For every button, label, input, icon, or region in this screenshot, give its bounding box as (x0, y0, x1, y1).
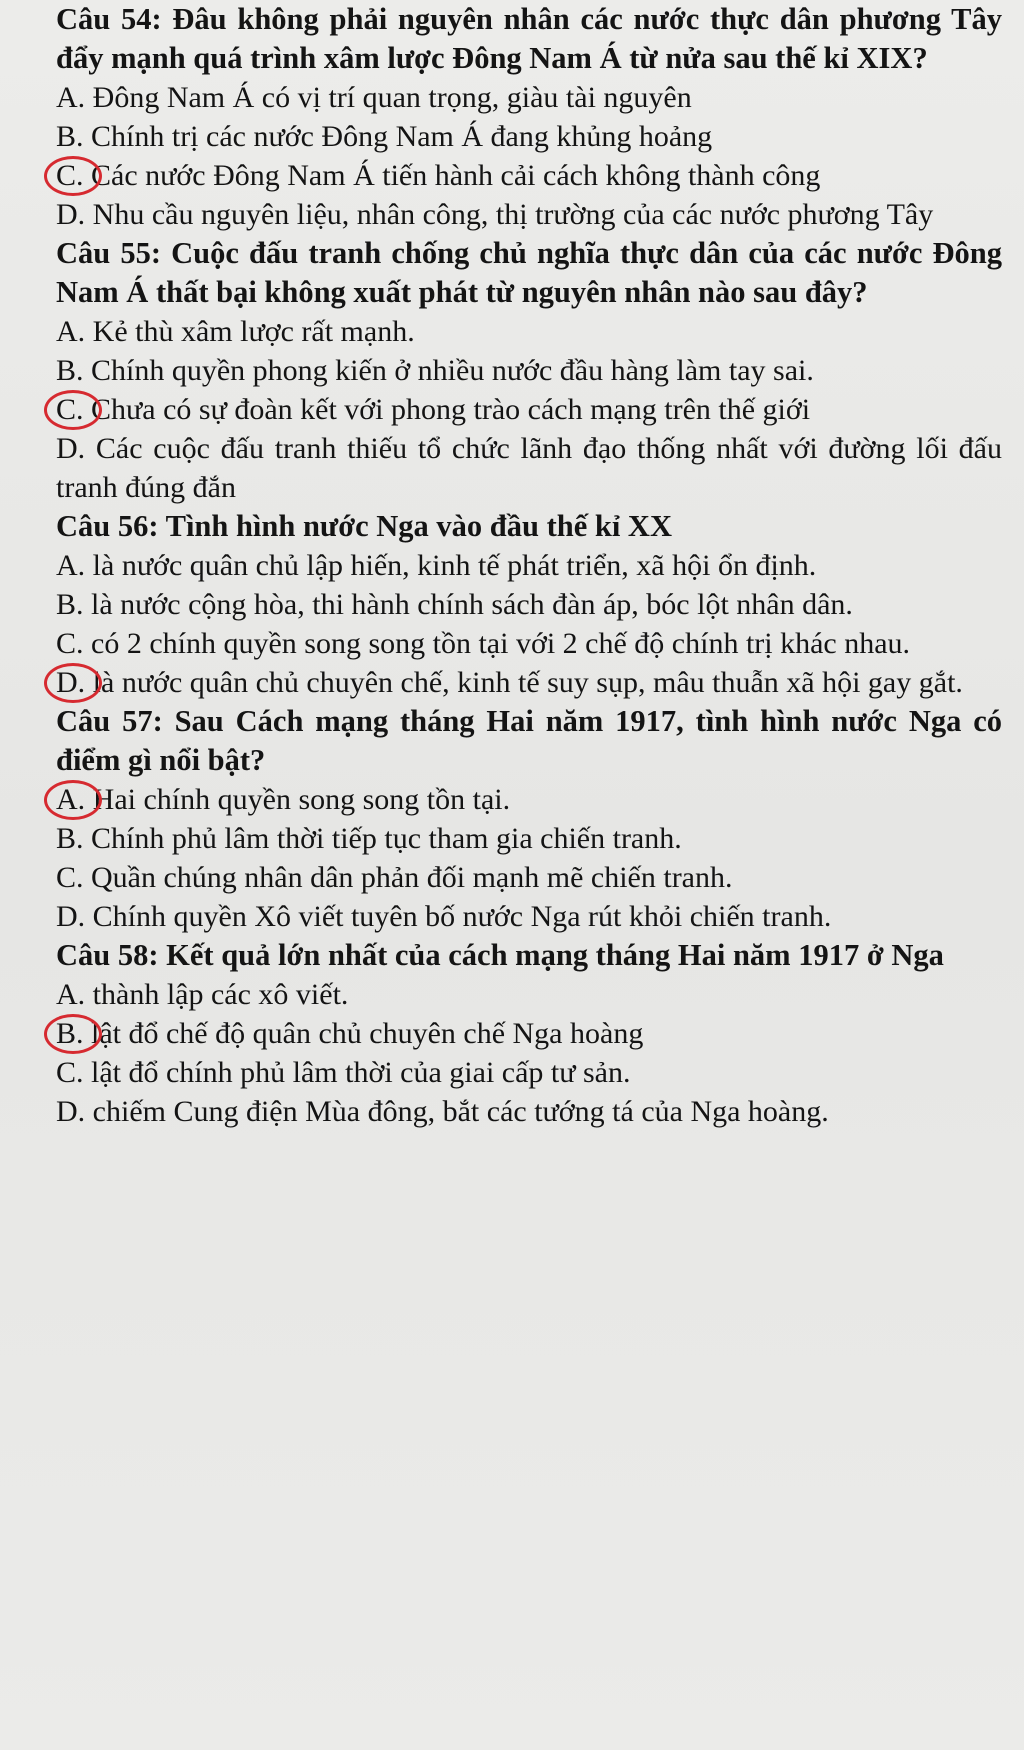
option-a (56, 780, 1002, 819)
option-d: D. Chính quyền Xô viết tuyên bố nước Nga rút khỏi chiến tranh. (56, 900, 832, 933)
option-a: A. là nước quân chủ lập hiến, kinh tế phát triển, xã hội ổn định. (56, 549, 817, 582)
option-d: D. chiếm Cung điện Mùa đông, bắt các tướng tá của Nga hoàng. (56, 1095, 829, 1128)
option-text: D. là nước quân chủ chuyên chế, kinh tế suy sụp, mâu thuẫn xã hội gay gắt. (56, 666, 963, 699)
option-b: B. Chính quyền phong kiến ở nhiều nước đầu hàng làm tay sai. (56, 354, 814, 387)
option-text: C. Các nước Đông Nam Á tiến hành cải cách không thành công (56, 159, 821, 192)
option-c (56, 390, 1002, 429)
question-title: Câu 56: Tình hình nước Nga vào đầu thế kỉ XX (56, 509, 672, 543)
option-c: C. có 2 chính quyền song song tồn tại với 2 chế độ chính trị khác nhau. (56, 627, 911, 660)
question-title: Câu 54: Đâu không phải nguyên nhân các nước thực dân phương Tây đẩy mạnh quá trình xâm lược Đông Nam Á từ nửa sau thế kỉ XIX? (56, 2, 1002, 75)
option-b (56, 1014, 1002, 1053)
question-title: Câu 55: Cuộc đấu tranh chống chủ nghĩa thực dân của các nước Đông Nam Á thất bại không xuất phát từ nguyên nhân nào sau đây? (56, 236, 1002, 309)
question-title: Câu 58: Kết quả lớn nhất của cách mạng tháng Hai năm 1917 ở Nga (56, 938, 944, 972)
question-57 (56, 702, 1002, 936)
option-text: C. Chưa có sự đoàn kết với phong trào cách mạng trên thế giới (56, 393, 811, 426)
question-title: Câu 57: Sau Cách mạng tháng Hai năm 1917, tình hình nước Nga có điểm gì nổi bật? (56, 704, 1002, 777)
option-b: B. Chính phủ lâm thời tiếp tục tham gia chiến tranh. (56, 822, 682, 855)
question-58 (56, 936, 1002, 1131)
question-54 (56, 0, 1002, 234)
option-text: B. lật đổ chế độ quân chủ chuyên chế Nga hoàng (56, 1017, 644, 1050)
option-a: A. thành lập các xô viết. (56, 978, 349, 1011)
option-b: B. là nước cộng hòa, thi hành chính sách đàn áp, bóc lột nhân dân. (56, 588, 853, 621)
question-56 (56, 507, 1002, 702)
option-a: A. Kẻ thù xâm lược rất mạnh. (56, 315, 415, 348)
option-d: D. Các cuộc đấu tranh thiếu tổ chức lãnh đạo thống nhất với đường lối đấu tranh đúng đắn (56, 432, 1002, 504)
option-c: C. Quần chúng nhân dân phản đối mạnh mẽ chiến tranh. (56, 861, 733, 894)
option-c: C. lật đổ chính phủ lâm thời của giai cấp tư sản. (56, 1056, 631, 1089)
option-c (56, 156, 1002, 195)
question-55 (56, 234, 1002, 507)
option-d (56, 663, 1002, 702)
option-a: A. Đông Nam Á có vị trí quan trọng, giàu tài nguyên (56, 81, 692, 114)
option-b: B. Chính trị các nước Đông Nam Á đang khủng hoảng (56, 120, 713, 153)
option-text: A. Hai chính quyền song song tồn tại. (56, 783, 511, 816)
option-d: D. Nhu cầu nguyên liệu, nhân công, thị trường của các nước phương Tây (56, 198, 934, 231)
